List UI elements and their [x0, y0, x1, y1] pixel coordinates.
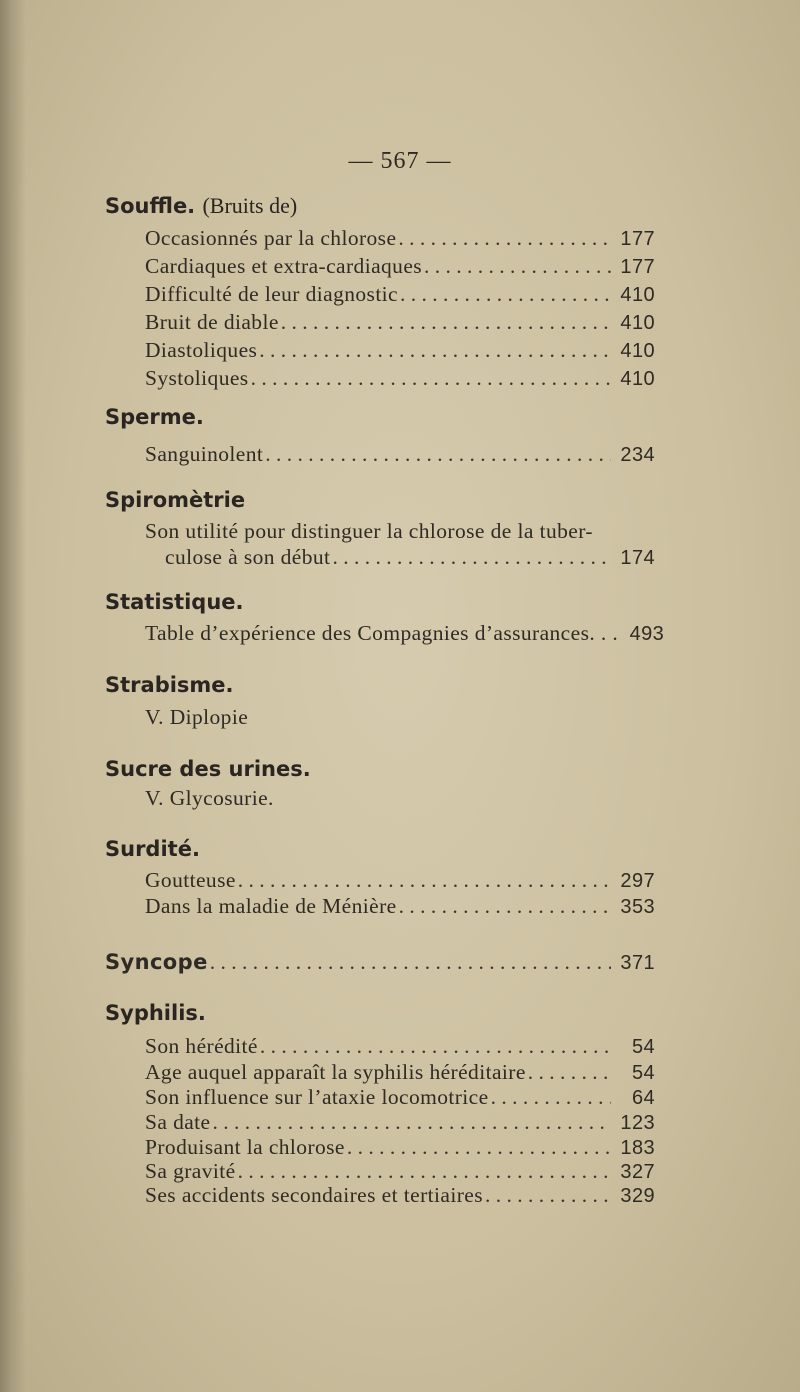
- index-entry: [145, 282, 655, 312]
- entry-page: 54: [631, 1036, 655, 1058]
- entry-page: 297: [620, 870, 655, 892]
- heading-souffle: [105, 193, 297, 219]
- heading-statistique: Statistique.: [105, 590, 244, 614]
- index-entry: [145, 366, 655, 396]
- entry-text: Sanguinolent: [145, 442, 264, 466]
- heading-spirometrie: Spiromètrie: [105, 488, 246, 512]
- entry-page: 234: [620, 444, 655, 466]
- index-entry: [145, 1183, 655, 1213]
- leader-dots: [485, 1183, 611, 1208]
- entry-page: 177: [620, 228, 655, 250]
- entry-text: Son influence sur l’ataxie locomotrice: [145, 1085, 489, 1109]
- leader-dots: [528, 1060, 611, 1085]
- entry-page: 64: [631, 1087, 655, 1109]
- entry-page: 183: [620, 1137, 655, 1159]
- heading-sucre-des-urines: Sucre des urines.: [105, 757, 311, 781]
- index-entry: [145, 310, 655, 340]
- entry-page: 410: [620, 312, 655, 334]
- entry-text: Son hérédité: [145, 1034, 258, 1058]
- heading-surdite: Surdité.: [105, 837, 200, 861]
- entry-text: Age auquel apparaît la syphilis héréditaire: [145, 1060, 526, 1084]
- page-number: — 567 —: [348, 148, 452, 174]
- entry-text: Table d’expérience des Compagnies d’assurances. . .: [145, 621, 619, 645]
- leader-dots: [398, 226, 611, 251]
- leader-dots: [260, 1034, 611, 1059]
- entry-text: Cardiaques et extra-cardiaques: [145, 254, 423, 278]
- entry-page: 371: [620, 952, 655, 974]
- entry-page: 410: [620, 368, 655, 390]
- entry-text: Ses accidents secondaires et tertiaires: [145, 1183, 483, 1207]
- entry-text: Produisant la chlorose: [145, 1135, 345, 1159]
- entry-text: Dans la maladie de Ménière: [145, 894, 397, 918]
- page-binding-shadow: [0, 0, 26, 1392]
- entry-page: 410: [620, 284, 655, 306]
- leader-dots: [259, 338, 611, 363]
- index-entry: [145, 226, 655, 256]
- entry-text: Sa date: [145, 1110, 211, 1134]
- index-entry-continuation: [165, 545, 655, 575]
- entry-page: 410: [620, 340, 655, 362]
- leader-dots: [265, 442, 611, 467]
- entry-text: Bruit de diable: [145, 310, 279, 334]
- see-also: V. Glycosurie.: [145, 786, 274, 810]
- leader-dots: [251, 366, 611, 391]
- entry-page: 54: [631, 1062, 655, 1084]
- leader-dots: [347, 1135, 611, 1160]
- heading-sperme: Sperme.: [105, 405, 204, 429]
- see-also: V. Diplopie: [145, 705, 249, 729]
- leader-dots: [332, 545, 611, 570]
- index-entry: [145, 442, 655, 472]
- heading-souffle-subtitle: (Bruits de): [202, 193, 298, 218]
- leader-dots: [281, 310, 611, 335]
- entry-page: 329: [620, 1185, 655, 1207]
- index-entry: [145, 894, 655, 924]
- entry-text: Difficulté de leur diagnostic: [145, 282, 399, 306]
- index-entry: [145, 254, 655, 284]
- index-entry: [145, 621, 665, 651]
- leader-dots: [399, 894, 611, 919]
- leader-dots: [400, 282, 611, 307]
- entry-page: 327: [620, 1161, 655, 1183]
- heading-souffle-title: Souffle.: [105, 194, 196, 218]
- entry-page: 353: [620, 896, 655, 918]
- entry-text: Systoliques: [145, 366, 249, 390]
- heading-strabisme: Strabisme.: [105, 673, 234, 697]
- entry-page: 177: [620, 256, 655, 278]
- entry-page: 493: [629, 623, 665, 645]
- entry-page: 123: [620, 1112, 655, 1134]
- entry-text: culose à son début: [165, 545, 331, 569]
- leader-dots: [210, 950, 611, 975]
- index-entry-syncope: [105, 950, 655, 980]
- entry-text: Goutteuse: [145, 868, 236, 892]
- leader-dots: [212, 1110, 611, 1135]
- leader-dots: [238, 868, 611, 893]
- entry-text: Diastoliques: [145, 338, 258, 362]
- heading-syphilis: Syphilis.: [105, 1001, 206, 1025]
- leader-dots: [491, 1085, 611, 1110]
- leader-dots: [424, 254, 611, 279]
- leader-dots: [238, 1159, 611, 1184]
- entry-text: Son utilité pour distinguer la chlorose de la tuber-: [145, 519, 593, 543]
- heading-syncope: Syncope: [105, 950, 208, 974]
- entry-page: 174: [620, 547, 655, 569]
- entry-text: Occasionnés par la chlorose: [145, 226, 397, 250]
- entry-text: Sa gravité: [145, 1159, 236, 1183]
- index-entry: [145, 338, 655, 368]
